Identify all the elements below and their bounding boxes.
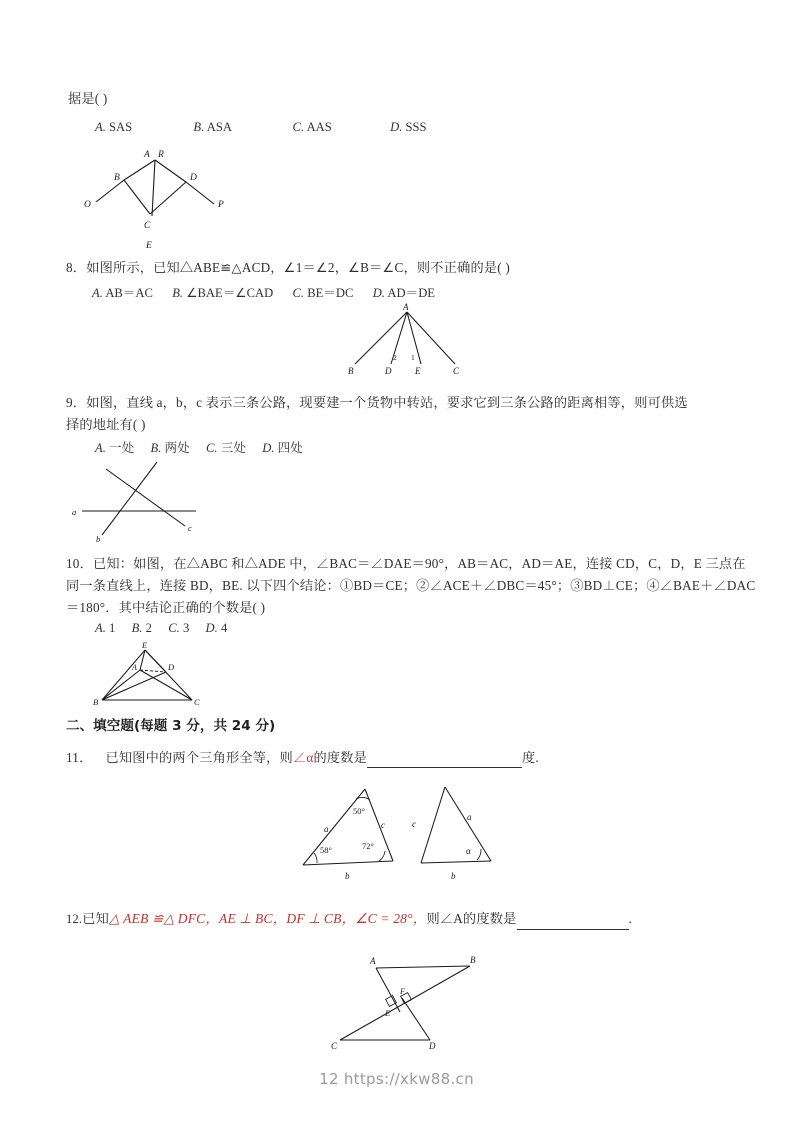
q9-stem-line2: 择的地址有( ): [66, 417, 146, 432]
q12-answer-blank[interactable]: [517, 914, 629, 930]
q11-text-after: 的度数是: [313, 750, 367, 765]
q8-option-b-letter: B.: [172, 286, 184, 300]
q9-stem-line1-row: [66, 392, 688, 413]
q11-right-side-a: a: [467, 812, 472, 822]
q10-label-E: E: [142, 640, 148, 650]
q9-figure: [68, 455, 248, 545]
q7-options: [95, 120, 427, 135]
q7-option-c-letter: C.: [292, 120, 305, 134]
q8-stem-row: [66, 257, 510, 278]
q8-options: [92, 282, 435, 301]
q11-left-angle-58: 58°: [320, 845, 332, 855]
q7-label-O: O: [84, 200, 91, 210]
q10-option-b-text[interactable]: 2: [145, 621, 152, 635]
q11-left-side-c: c: [381, 820, 385, 830]
q11-number: 11．: [66, 750, 93, 765]
q11-left-side-b: b: [345, 871, 350, 881]
q9-label-b: b: [96, 534, 101, 544]
q12-text-prefix: 已知: [82, 911, 110, 926]
q8-label-D: D: [385, 366, 392, 376]
q9-number: 9．: [66, 395, 87, 410]
q10-stem-line1-row: [66, 553, 746, 574]
q12-stem-row: [66, 908, 632, 930]
q8-option-a-letter: A.: [92, 286, 103, 300]
q11-stem-row: [66, 747, 539, 768]
q9-option-b-text[interactable]: 两处: [164, 441, 190, 455]
q8-number: 8．: [66, 260, 87, 275]
q12-given: △ AEB ≌△ DFC，AE ⊥ BC，DF ⊥ CB，∠C = 28°，: [109, 911, 427, 926]
q8-label-E: E: [415, 366, 421, 376]
q7-option-a-letter: A.: [95, 120, 106, 134]
q10-option-d-letter: D.: [205, 621, 218, 635]
q10-figure: [88, 640, 213, 712]
q10-options: [95, 621, 227, 636]
q8-label-C: C: [453, 366, 460, 376]
q12-label-C: C: [331, 1041, 338, 1051]
q7-option-c-text[interactable]: AAS: [306, 120, 332, 134]
q8-angle-2: 2: [393, 353, 397, 362]
q11-left-angle-72: 72°: [362, 841, 374, 851]
page-footer-watermark: 12 https://xkw88.cn: [319, 1070, 474, 1088]
q8-option-c-letter: C.: [292, 286, 305, 300]
q10-label-D: D: [168, 662, 175, 672]
q7-option-d-letter: D.: [390, 120, 403, 134]
q8-figure: [335, 302, 485, 380]
q11-unit: 度: [522, 750, 536, 765]
q10-option-c-letter: C.: [168, 621, 180, 635]
q9-option-c-text[interactable]: 三处: [220, 441, 246, 455]
q7-label-E: E: [146, 241, 152, 251]
q11-period: .: [535, 750, 539, 765]
q10-option-b-letter: B.: [131, 621, 143, 635]
q11-text-before: 已知图中的两个三角形全等，则: [105, 750, 293, 765]
q12-label-F: F: [400, 986, 406, 996]
q11-right-angle-alpha: α: [466, 846, 471, 856]
q8-label-A: A: [403, 302, 409, 312]
q7-label-P: P: [218, 200, 224, 210]
q9-option-c-letter: C.: [206, 441, 218, 455]
q10-label-A: A: [132, 663, 137, 672]
q9-option-d-text[interactable]: 四处: [277, 441, 303, 455]
q7-option-b-text[interactable]: ASA: [206, 120, 232, 134]
q9-label-a: a: [72, 507, 77, 517]
q7-label-R: R: [158, 150, 164, 160]
q10-stem-line1: 已知：如图，在△ABC 和△ADE 中，∠BAC＝∠DAE＝90°，AB＝AC，AD＝AE，连接 CD，C，D，E 三点在: [92, 556, 746, 571]
q11-highlight-alpha: ∠α: [292, 750, 314, 765]
q8-option-d-letter: D.: [372, 286, 385, 300]
q12-label-B: B: [470, 955, 476, 965]
q8-option-c-text[interactable]: BE＝DC: [307, 286, 354, 300]
q11-left-angle-50: 50°: [353, 806, 365, 816]
q9-stem-line1: 如图，直线 a，b，c 表示三条公路，现要建一个货物中转站，要求它到三条公路的距离相等，则可供选: [86, 395, 688, 410]
q11-figure: [295, 783, 510, 883]
q8-stem: 如图所示，已知△ABE≌△ACD，∠1＝∠2，∠B＝∠C，则不正确的是( ): [86, 260, 510, 275]
q11-right-side-b: b: [451, 871, 456, 881]
q7-label-A: A: [144, 150, 150, 160]
q12-figure: [330, 950, 515, 1055]
q9-options: [95, 437, 303, 456]
q9-option-a-letter: A.: [95, 441, 106, 455]
q7-option-a-text[interactable]: SAS: [109, 120, 133, 134]
q10-stem-line3: ＝180°．其中结论正确的个数是( ): [66, 600, 266, 615]
q10-stem-line2: 同一条直线上，连接 BD，BE. 以下四个结论：①BD＝CE；②∠ACE＋∠DBC＝45°；③BD⊥CE；④∠BAE＋∠DAC: [66, 578, 756, 593]
q10-option-c-text[interactable]: 3: [182, 621, 190, 635]
q8-option-b-text[interactable]: ∠BAE＝∠CAD: [186, 286, 274, 300]
q9-option-b-letter: B.: [150, 441, 162, 455]
q8-option-d-text[interactable]: AD＝DE: [387, 286, 435, 300]
q11-answer-blank[interactable]: [367, 752, 522, 768]
q8-label-B: B: [348, 366, 354, 376]
q11-left-side-a: a: [324, 824, 329, 834]
section2-heading: 二、填空题(每题 3 分，共 24 分): [66, 718, 276, 734]
q12-label-A: A: [370, 956, 376, 966]
q10-label-C: C: [194, 697, 200, 707]
q7-option-b-letter: B.: [193, 120, 205, 134]
q10-option-a-text[interactable]: 1: [109, 621, 116, 635]
q7-option-d-text[interactable]: SSS: [405, 120, 427, 134]
q10-label-B: B: [93, 697, 99, 707]
q7-label-B: B: [114, 173, 120, 183]
q8-option-a-text[interactable]: AB＝AC: [105, 286, 153, 300]
q10-number: 10．: [66, 556, 93, 571]
q9-label-c: c: [188, 523, 192, 533]
q10-option-d-text[interactable]: 4: [220, 621, 228, 635]
q12-label-D: D: [429, 1041, 436, 1051]
q11-right-side-c: c: [412, 819, 416, 829]
q8-angle-1: 1: [411, 353, 415, 362]
q7-stem-tail: 据是( ): [68, 91, 108, 106]
q12-text-mid: 则∠A的度数是: [426, 911, 517, 926]
q9-option-a-text[interactable]: 一处: [109, 441, 135, 455]
q12-label-E: E: [385, 1008, 391, 1018]
q12-number: 12.: [66, 912, 83, 926]
q10-option-a-letter: A.: [95, 621, 106, 635]
q9-option-d-letter: D.: [262, 441, 275, 455]
q12-period: .: [628, 911, 632, 926]
q7-label-C: C: [144, 221, 151, 231]
q7-figure: [78, 142, 243, 250]
q7-label-D: D: [190, 173, 197, 183]
